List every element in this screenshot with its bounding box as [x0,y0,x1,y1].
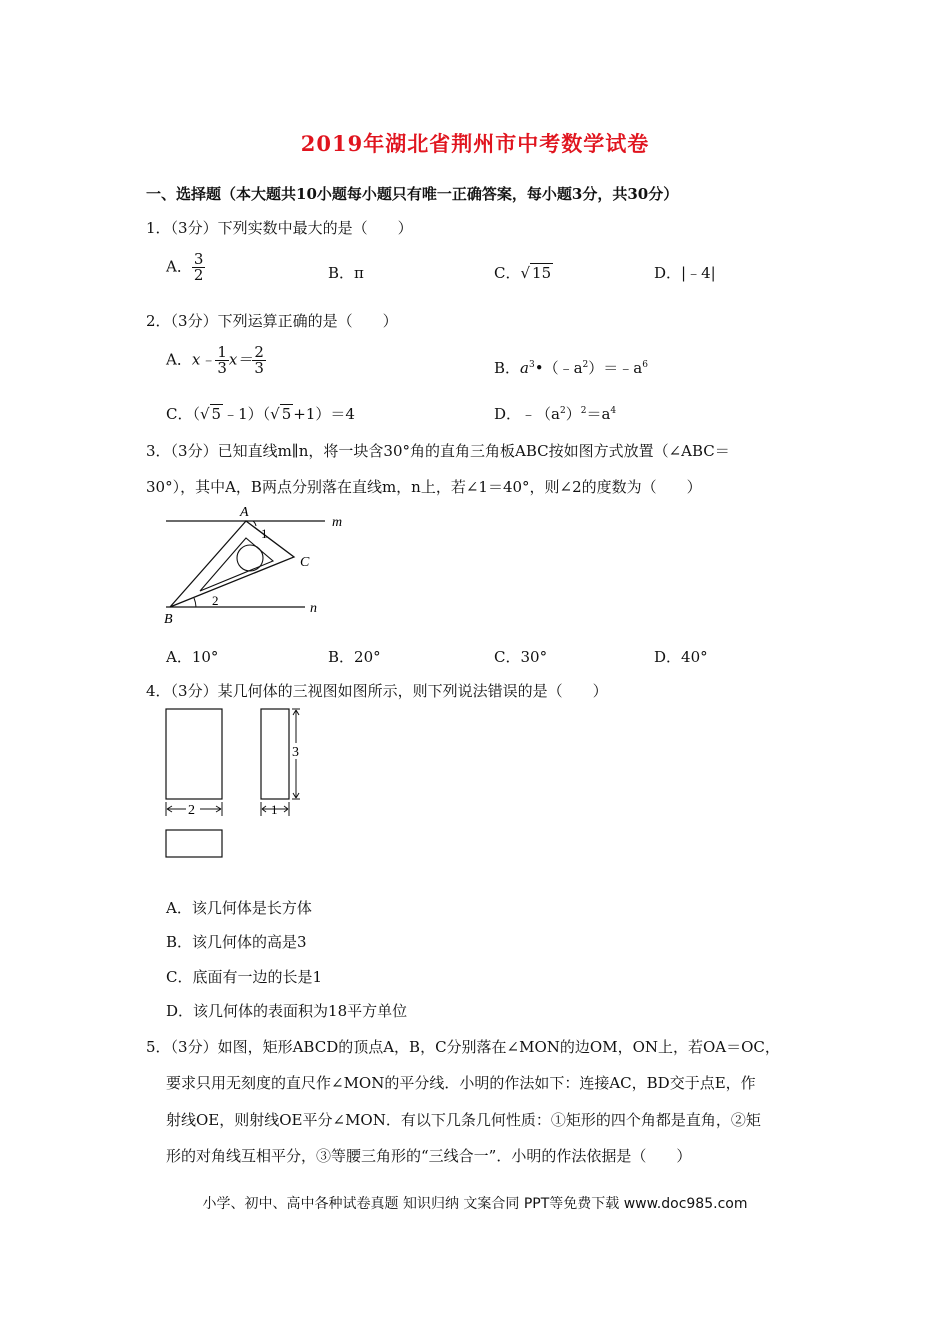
q4-option-b: B．该几何体的高是3 [166,933,307,951]
triangle-ruler-figure [160,500,350,630]
expr: x﹣ [191,350,216,369]
question-5-line1: 5．（3分）如图，矩形ABCD的顶点A，B，C分别落在∠MON的边OM，ON上，若OA＝OC， [146,1038,780,1056]
question-5-line2: 要求只用无刻度的直尺作∠MON的平分线．小明的作法如下：连接AC，BD交于点E，作 [166,1074,756,1092]
numerator: 1 [217,343,227,361]
q1-option-a [166,252,205,283]
denominator: 2 [193,266,204,284]
section-heading: 一、选择题（本大题共10小题每小题只有唯一正确答案，每小题3分，共30分） [146,185,679,203]
three-view-figure [160,703,310,863]
question-2-stem: 2．（3分）下列运算正确的是（ ） [146,312,398,330]
point-b-label: B [164,612,173,627]
expr: a [520,359,529,377]
line-m-label: m [332,515,343,530]
ruler-hole [237,545,263,571]
point-c-label: C [300,555,310,570]
point-a-label: A [240,505,249,520]
q1-option-b: B．π [328,264,364,282]
option-label: A． [166,257,192,276]
expr: ﹣1）（ [223,405,271,423]
option-label: D．﹣（a [494,405,560,423]
option-label: B． [494,359,521,377]
q2-option-c: C．（√ 5 ﹣1）（√ 5 +1）＝4 [166,405,355,423]
question-5-line3: 射线OE，则射线OE平分∠MON．有以下几条几何性质：①矩形的四个角都是直角，②矩 [166,1111,761,1129]
exponent: 2 [582,360,589,370]
angle1-arc [253,521,256,526]
depth-label: 1 [271,802,278,817]
q4-option-c: C．底面有一边的长是1 [166,968,323,986]
expr: x＝ [228,350,253,369]
numerator: 2 [254,343,264,361]
expr: •（﹣a [534,359,583,377]
line-n-label: n [310,601,317,616]
front-view [166,709,222,799]
question-5-line4: 形的对角线互相平分，③等腰三角形的“三线合一”．小明的作法依据是（ ） [166,1147,692,1165]
triangle-inner [200,538,273,591]
side-view [261,709,289,799]
question-3-stem-line1: 3．（3分）已知直线m∥n，将一块含30°角的直角三角板ABC按如图方式放置（∠ABC＝ [146,442,730,460]
question-1-stem: 1．（3分）下列实数中最大的是（ ） [146,219,413,237]
q3-option-d: D．40° [654,648,708,666]
footer-text: 小学、初中、高中各种试卷真题 知识归纳 文案合同 PPT等免费下载 www.doc985.com [202,1196,748,1212]
triangle-abc [170,521,294,607]
q3-option-c: C．30° [494,648,548,666]
question-4-stem: 4．（3分）某几何体的三视图如图所示，则下列说法错误的是（ ） [146,682,608,700]
question-3-stem-line2: 30°），其中A，B两点分别落在直线m，n上，若∠1＝40°，则∠2的度数为（ ） [146,478,702,496]
q2-option-b [494,357,648,378]
option-label: C．（ [166,405,200,423]
q4-option-d: D．该几何体的表面积为18平方单位 [166,1002,408,1020]
expr: ） [565,405,581,423]
denominator: 3 [254,359,264,377]
radicand: 5 [281,405,292,423]
exponent: 4 [610,406,617,416]
angle1-label: 1 [261,526,268,541]
q3-option-a: A．10° [166,648,219,666]
q2-option-a [166,345,266,376]
q1-option-c: C．√ 15 [494,264,552,282]
q2-option-d [494,403,616,424]
q3-option-b: B．20° [328,648,381,666]
exponent: 2 [559,406,566,416]
radicand: 5 [211,405,222,423]
angle2-label: 2 [212,593,219,608]
expr: +1）＝4 [293,405,355,423]
denominator: 3 [217,359,227,377]
page-title: 2019年湖北省荆州市中考数学试卷 [300,131,650,156]
q1-option-d: D．|﹣4| [654,264,716,282]
option-label: A． [166,350,192,369]
q4-option-a: A．该几何体是长方体 [166,899,312,917]
fraction [215,345,229,376]
radicand: 15 [532,264,552,282]
angle2-arc [194,598,196,607]
fraction [192,252,206,283]
expr: ＝a [586,405,611,423]
option-label: C． [494,264,521,282]
expr: ）＝﹣a [588,359,643,377]
width-label: 2 [188,803,195,818]
exponent: 3 [528,360,535,370]
exponent: 2 [580,406,587,416]
height-label: 3 [292,745,299,760]
top-view [166,830,222,857]
numerator: 3 [193,250,204,268]
exponent: 6 [642,360,648,370]
fraction [252,345,266,376]
